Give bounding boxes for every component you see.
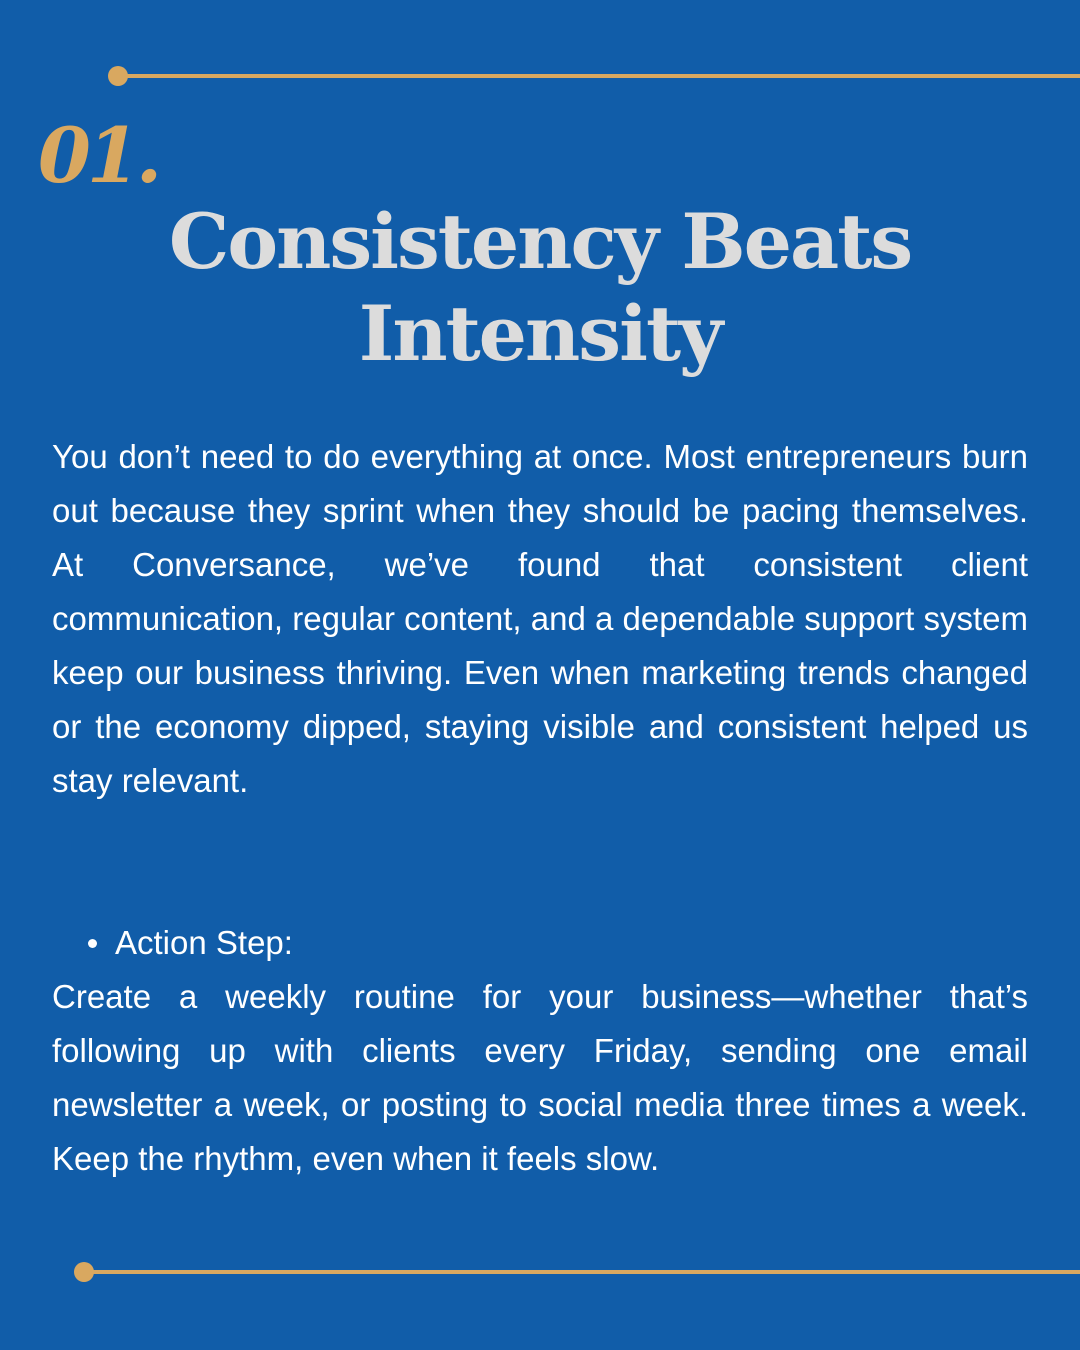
- title-line-1: Consistency Beats: [168, 197, 912, 286]
- top-divider-dot: [108, 66, 128, 86]
- section-number: 01.: [38, 111, 159, 200]
- title-line-2: Intensity: [358, 289, 722, 378]
- action-step-heading: [88, 916, 293, 970]
- action-step-paragraph: Create a weekly routine for your business—whether that’s following up with clients every Friday, sending one email newsletter a week, or posting to social media three times a week. Keep the rhythm, even when it feels slow.: [52, 978, 1028, 1177]
- bottom-divider-line: [84, 1270, 1080, 1274]
- top-divider-line: [118, 74, 1080, 78]
- bullet-icon: [88, 939, 97, 948]
- bottom-divider-dot: [74, 1262, 94, 1282]
- action-step-label: Action Step:: [115, 924, 293, 961]
- intro-paragraph: You don’t need to do everything at once. Most entrepreneurs burn out because they sprint when they should be pacing themselves. At Conversance, we’ve found that consistent client communication, regular content, and a dependable support system keep our business thriving. Even when marketing trends changed or the economy dipped, staying visible and consistent helped us stay relevant.: [52, 438, 1028, 799]
- page-title: [120, 196, 960, 380]
